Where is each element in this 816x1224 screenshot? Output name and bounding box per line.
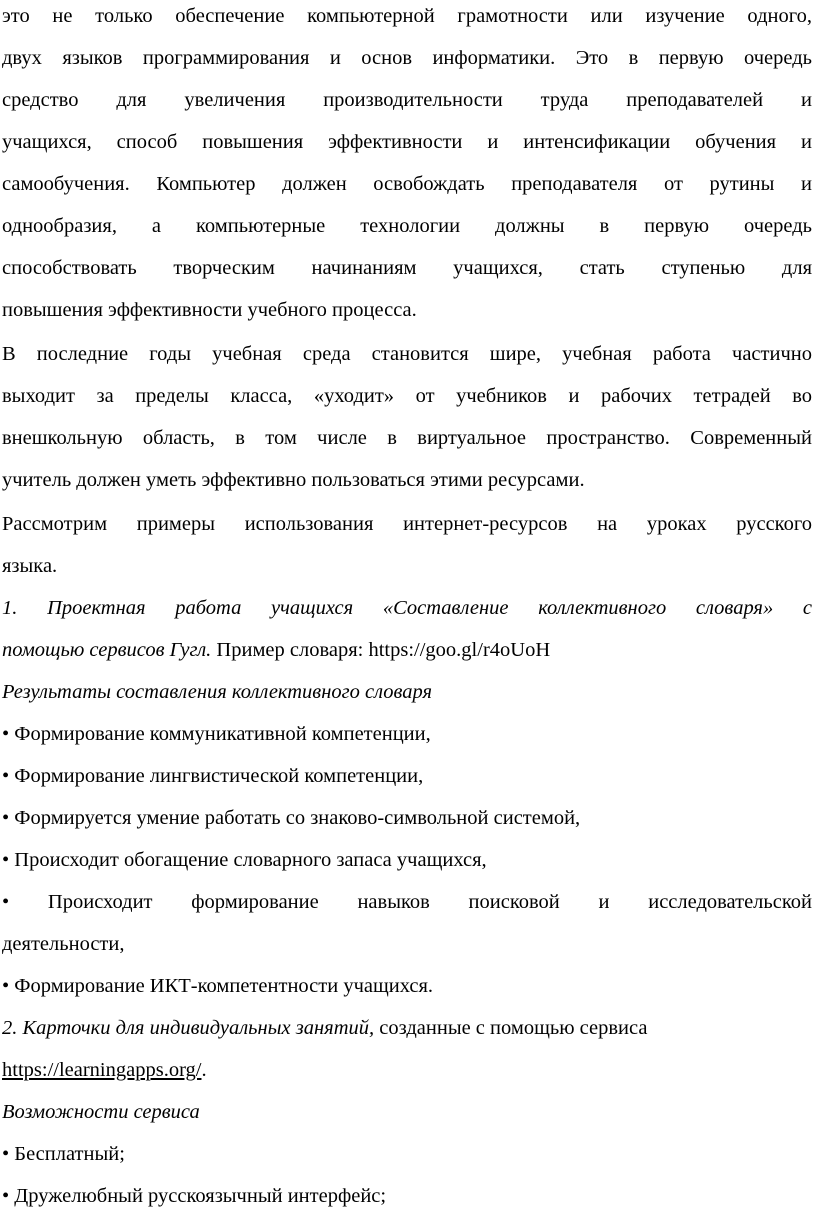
results-bullet-2: • Формирование лингвистической компетенции, [2,765,424,787]
paragraph2-line-1: В последние годы учебная среда становится шире, учебная работа частично [2,343,812,365]
results-bullet-4: • Происходит обогащение словарного запаса учащихся, [2,849,487,871]
paragraph1-line-5: самообучения. Компьютер должен освобождать преподавателя от рутины и [2,173,812,195]
features-bullet-2: • Дружелюбный русскоязычный интерфейс; [2,1185,387,1207]
paragraph1-line-8: повышения эффективности учебного процесса. [2,299,417,321]
section2-heading-italic: 2. Карточки для индивидуальных занятий, [2,1017,375,1039]
results-title: Результаты составления коллективного словаря [2,681,433,703]
section1-heading: 1. Проектная работа учащихся «Составление коллективного словаря» с [2,597,812,619]
paragraph2-line-2: выходит за пределы класса, «уходит» от учебников и рабочих тетрадей во [2,385,812,407]
results-bullet-1: • Формирование коммуникативной компетенции, [2,723,431,745]
results-bullet-5: • Происходит формирование навыков поисковой и исследовательской [2,891,812,913]
paragraph1-line-4: учащихся, способ повышения эффективности и интенсификации обучения и [2,131,812,153]
paragraph1-line-1: это не только обеспечение компьютерной грамотности или изучение одного, [2,5,812,27]
paragraph1-line-2: двух языков программирования и основ информатики. Это в первую очередь [2,47,812,69]
results-bullet-5-continuation: деятельности, [2,933,125,955]
dictionary-example: Пример словаря: https://goo.gl/r4oUoH [211,639,551,661]
section1-heading-continuation [2,636,812,664]
paragraph1-line-7: способствовать творческим начинаниям учащихся, стать ступенью для [2,257,812,279]
learningapps-link[interactable]: https://learningapps.org/ [2,1059,202,1081]
features-bullet-1: • Бесплатный; [2,1143,125,1165]
section2-heading-plain: созданные с помощью сервиса [374,1017,648,1039]
link-period: . [201,1059,207,1081]
paragraph2-line-4: учитель должен уметь эффективно пользоваться этими ресурсами. [2,469,585,491]
paragraph1-line-6: однообразия, а компьютерные технологии должны в первую очередь [2,215,812,237]
results-bullet-3: • Формируется умение работать со знаково-символьной системой, [2,807,581,829]
learningapps-line [2,1056,812,1084]
paragraph3-line-1: Рассмотрим примеры использования интернет-ресурсов на уроках русского [2,513,812,535]
paragraph3-line-2: языка. [2,555,58,577]
paragraph2-line-3: внешкольную область, в том числе в виртуальное пространство. Современный [2,427,812,449]
features-title: Возможности сервиса [2,1101,200,1123]
results-bullet-6: • Формирование ИКТ-компетентности учащихся. [2,975,434,997]
section1-heading-italic: помощью сервисов Гугл. [2,639,212,661]
section2-heading [2,1014,812,1042]
paragraph1-line-3: средство для увеличения производительности труда преподавателей и [2,89,812,111]
